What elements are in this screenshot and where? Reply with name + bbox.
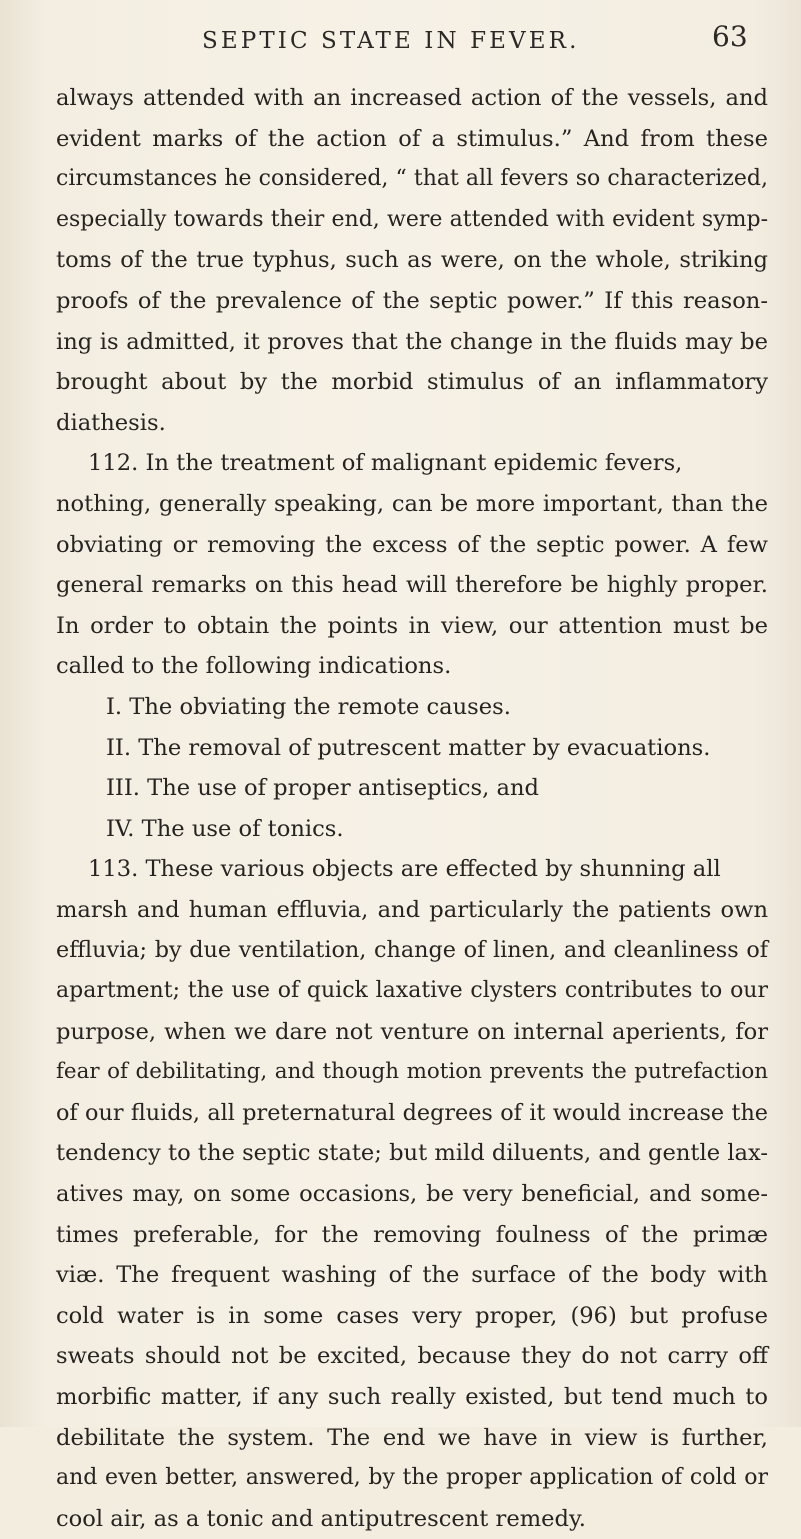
text-line: and even better, answered, by the proper application of cold or (56, 1465, 768, 1491)
text-line: morbific matter, if any such really existed, but tend much to (56, 1384, 768, 1410)
text-line: evident marks of the action of a stimulus.” And from these (56, 125, 768, 152)
body-text (56, 78, 768, 1539)
text-line: cool air, as a tonic and antiputrescent remedy. (56, 1505, 586, 1532)
text-line: ing is admitted, it proves that the change in the fluids may be (56, 328, 768, 355)
text-line: effluvia; by due ventilation, change of linen, and cleanliness of (56, 937, 768, 964)
text-line: debilitate the system. The end we have in view is further, (56, 1424, 768, 1451)
text-line: general remarks on this head will therefore be highly proper. (56, 572, 768, 599)
text-line: always attended with an increased action of the vessels, and (56, 85, 768, 111)
text-line: called to the following indications. (56, 653, 452, 680)
text-line: marsh and human effluvia, and particularly the patients own (56, 896, 768, 923)
text-line: atives may, on some occasions, be very beneficial, and some- (56, 1181, 768, 1208)
text-line: sweats should not be excited, because they do not carry off (56, 1343, 768, 1370)
text-line: fear of debilitating, and though motion prevents the putrefaction (56, 1059, 768, 1085)
text-line: brought about by the morbid stimulus of an inflammatory (56, 369, 768, 396)
running-head: SEPTIC STATE IN FEVER. (202, 28, 580, 54)
text-line: obviating or removing the excess of the septic power. A few (56, 531, 768, 558)
text-line: 112. In the treatment of malignant epidemic fevers, (88, 450, 683, 477)
text-line: purpose, when we dare not venture on internal aperients, for (56, 1018, 768, 1045)
text-line: In order to obtain the points in view, our attention must be (56, 612, 768, 639)
text-line: of our fluids, all preternatural degrees of it would increase the (56, 1099, 768, 1126)
text-line: diathesis. (56, 409, 166, 436)
page-number: 63 (712, 20, 748, 53)
page-header (0, 14, 801, 64)
text-line: viæ. The frequent washing of the surface of the body with (56, 1262, 768, 1289)
text-line: apartment; the use of quick laxative clysters contributes to our (56, 978, 768, 1004)
text-line: especially towards their end, were attended with evident symp- (56, 206, 768, 232)
text-line: proofs of the prevalence of the septic power.” If this reason- (56, 287, 768, 314)
text-line: III. The use of proper antiseptics, and (106, 775, 539, 802)
text-line: times preferable, for the removing foulness of the primæ (56, 1221, 768, 1248)
text-line: cold water is in some cases very proper, (96) but profuse (56, 1302, 768, 1329)
text-line: 113. These various objects are effected by shunning all (88, 856, 721, 883)
text-line: circumstances he considered, “ that all fevers so characterized, (56, 166, 768, 192)
text-line: nothing, generally speaking, can be more important, than the (56, 490, 768, 517)
text-line: I. The obviating the remote causes. (106, 693, 511, 720)
text-line: IV. The use of tonics. (106, 815, 344, 842)
text-line: II. The removal of putrescent matter by evacuations. (106, 734, 711, 761)
text-line: toms of the true typhus, such as were, on the whole, striking (56, 247, 768, 274)
text-line: tendency to the septic state; but mild diluents, and gentle lax- (56, 1140, 768, 1167)
